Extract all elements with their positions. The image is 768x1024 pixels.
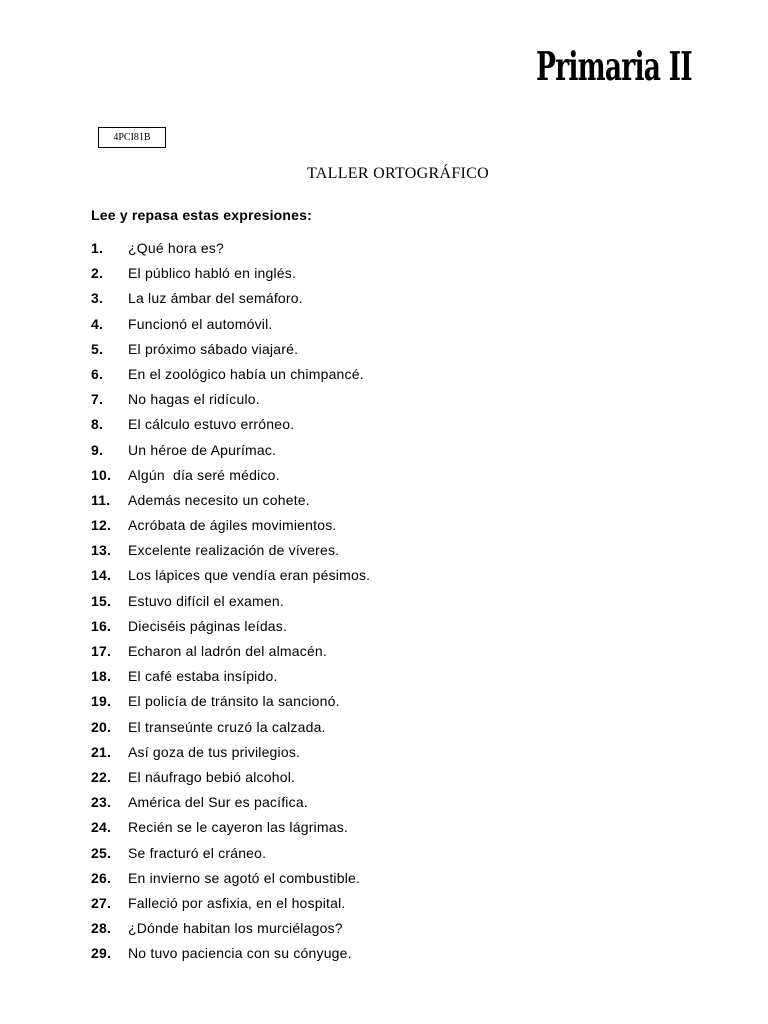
item-number: 16. — [91, 617, 112, 634]
list-item — [91, 794, 370, 819]
item-number: 3. — [91, 290, 104, 307]
item-text: Un héroe de Apurímac. — [128, 441, 277, 458]
item-text: El público habló en inglés. — [128, 265, 297, 282]
document-code: 4PCI81B — [98, 127, 166, 148]
list-item — [91, 366, 370, 391]
list-item — [91, 769, 370, 794]
item-text: Algún día seré médico. — [128, 466, 280, 483]
item-text: No hagas el ridículo. — [128, 391, 260, 408]
item-text: En el zoológico había un chimpancé. — [128, 365, 364, 382]
expression-list — [91, 240, 370, 970]
item-text: Echaron al ladrón del almacén. — [128, 643, 328, 659]
item-number: 14. — [91, 567, 112, 584]
item-number: 6. — [91, 365, 104, 382]
item-text: En invierno se agotó el combustible. — [128, 869, 361, 886]
item-text: Así goza de tus privilegios. — [128, 743, 301, 760]
item-number: 1. — [91, 240, 104, 256]
list-item — [91, 416, 370, 441]
list-item — [91, 391, 370, 416]
item-text: Además necesito un cohete. — [128, 491, 310, 508]
instruction-text: Lee y repasa estas expresiones: — [91, 207, 312, 223]
list-item — [91, 693, 370, 718]
item-text: El cálculo estuvo erróneo. — [128, 416, 295, 433]
item-text: El policía de tránsito la sancionó. — [128, 693, 340, 710]
item-text: Funcionó el automóvil. — [128, 315, 273, 332]
item-number: 2. — [91, 265, 104, 282]
item-number: 20. — [91, 718, 112, 735]
list-item — [91, 819, 370, 844]
list-item — [91, 542, 370, 567]
list-item — [91, 341, 370, 366]
list-item — [91, 870, 370, 895]
item-text: Recién se le cayeron las lágrimas. — [128, 819, 349, 836]
item-number: 7. — [91, 391, 104, 408]
item-text: La luz ámbar del semáforo. — [128, 290, 303, 307]
item-text: Estuvo difícil el examen. — [128, 592, 284, 609]
item-number: 24. — [91, 819, 112, 836]
item-text: Los lápices que vendía eran pésimos. — [128, 567, 371, 584]
item-text: No tuvo paciencia con su cónyuge. — [128, 945, 352, 962]
item-number: 15. — [91, 592, 112, 609]
page-title: TALLER ORTOGRÁFICO — [307, 165, 489, 182]
item-number: 18. — [91, 668, 112, 685]
item-number: 27. — [91, 894, 112, 911]
list-item — [91, 567, 370, 592]
item-number: 22. — [91, 768, 112, 785]
item-text: Acróbata de ágiles movimientos. — [128, 517, 337, 534]
list-item — [91, 618, 370, 643]
list-item — [91, 719, 370, 744]
item-number: 29. — [91, 945, 112, 962]
list-item — [91, 593, 370, 618]
list-item — [91, 744, 370, 769]
list-item — [91, 945, 370, 970]
list-item — [91, 668, 370, 693]
item-number: 21. — [91, 743, 112, 760]
list-item — [91, 316, 370, 341]
list-item — [91, 517, 370, 542]
list-item — [91, 492, 370, 517]
item-text: Se fracturó el cráneo. — [128, 844, 267, 861]
list-item — [91, 240, 370, 265]
list-item — [91, 845, 370, 870]
item-text: El transeúnte cruzó la calzada. — [128, 718, 326, 735]
item-number: 25. — [91, 844, 112, 861]
item-text: Dieciséis páginas leídas. — [128, 617, 288, 634]
list-item — [91, 442, 370, 467]
list-item — [91, 265, 370, 290]
list-item — [91, 467, 370, 492]
item-text: Excelente realización de víveres. — [128, 542, 340, 559]
item-number: 5. — [91, 340, 104, 357]
item-number: 10. — [91, 466, 112, 483]
list-item — [91, 643, 370, 668]
item-number: 19. — [91, 693, 112, 710]
item-number: 11. — [91, 491, 111, 508]
item-text: El café estaba insípido. — [128, 668, 278, 685]
list-item — [91, 290, 370, 315]
item-number: 12. — [91, 517, 112, 534]
list-item — [91, 895, 370, 920]
item-text: ¿Dónde habitan los murciélagos? — [128, 920, 343, 937]
list-item — [91, 920, 370, 945]
item-number: 4. — [91, 315, 104, 332]
item-text: El náufrago bebió alcohol. — [128, 768, 296, 785]
item-number: 8. — [91, 416, 104, 433]
item-number: 17. — [91, 643, 112, 659]
item-number: 23. — [91, 794, 112, 811]
item-text: ¿Qué hora es? — [128, 240, 224, 256]
item-number: 26. — [91, 869, 112, 886]
item-number: 9. — [91, 441, 104, 458]
brand-logo: Primaria II — [536, 44, 692, 91]
item-text: Falleció por asfixia, en el hospital. — [128, 894, 346, 911]
item-number: 13. — [91, 542, 112, 559]
item-text: América del Sur es pacífica. — [128, 794, 308, 811]
item-number: 28. — [91, 920, 112, 937]
item-text: El próximo sábado viajaré. — [128, 340, 299, 357]
